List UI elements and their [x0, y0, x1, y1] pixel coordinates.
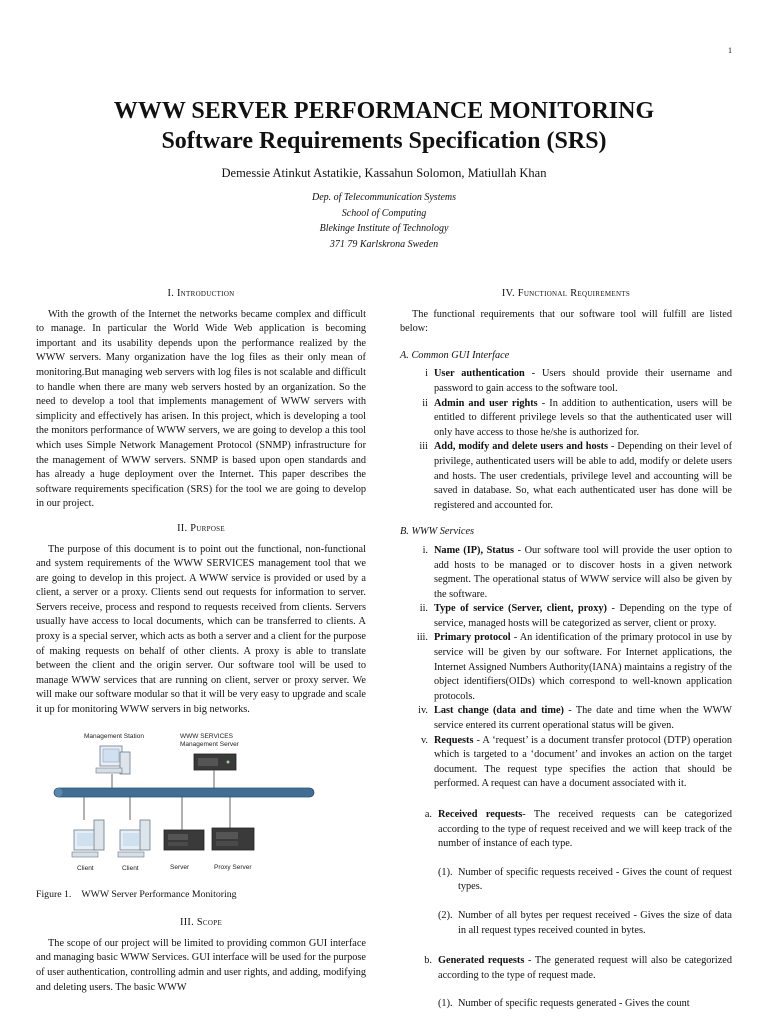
affiliation: [0, 190, 768, 252]
requirement-term: Admin and user rights: [434, 397, 538, 409]
list-marker: i: [425, 368, 428, 380]
requirement-term: User authentication: [434, 368, 525, 380]
title-line-1: WWW SERVER PERFORMANCE MONITORING: [113, 98, 655, 124]
list-item: [400, 544, 732, 602]
scope-paragraph: The scope of our project will be limited to providing common GUI interface and managing basic WWW Services. GUI interface will be used for the purpose of user authentication, controlling admin and user rights, and adding, modifying and deleting users. The basic WWW: [36, 937, 366, 993]
sub-sub-item: [400, 866, 732, 895]
sub-item-generated-requests: [400, 954, 732, 983]
list-marker: b.: [424, 955, 432, 967]
client-label: Client: [122, 864, 139, 872]
list-marker: i.: [422, 544, 428, 556]
sub-item-received-requests: [400, 808, 732, 852]
list-item: [400, 440, 732, 513]
list-item: [400, 631, 732, 704]
requirement-text: - Depending on the type of service, managed hosts will be categorized as server, client or proxy.: [434, 603, 732, 629]
requirement-term: Requests: [434, 734, 474, 746]
list-marker: ii.: [419, 603, 428, 615]
requirement-text: Number of specific requests received - Gives the count of request types.: [458, 866, 732, 893]
list-marker: (1).: [438, 866, 453, 878]
purpose-paragraph: The purpose of this document is to point out the functional, non-functional and system requirements of the WWW SERVICES management tool that we are going to develop in this project. A WWW service is provided or used by a client, a server or a proxy. Clients send out requests for information to server. Servers receive, process and respond to requests received from clients. Servers usually have access to local documents, which can be transferred to clients. A proxy is a special server, which acts as both a server and a client for the purpose of making requests on behalf of other clients. A proxy is able to translate between the client and the origin server. Our software tool will be used to manage WWW services that are running on client, server or proxy server. We will make our software modular so that it will be very easy to upgrade and scale it up for monitoring WWW servers in big networks.: [36, 543, 366, 716]
client-computer-icon: [72, 820, 104, 857]
list-item: [400, 704, 732, 733]
list-marker: (2).: [438, 909, 453, 921]
list-item: [400, 602, 732, 631]
list-marker: iii: [419, 441, 428, 453]
network-diagram: [44, 730, 344, 880]
requirement-text: - An identification of the primary protocol in use by service will be given by our software. For Internet applications, the Internet Assigned Numbers Authority(IANA) maintains a registry of the object identifiers(OIDs) which correspond to well-known application protocols.: [434, 632, 732, 702]
section-heading-scope: III. Scope: [179, 917, 223, 929]
title-line-2: Software Requirements Specification (SRS): [161, 128, 607, 154]
management-server-label-1: WWW SERVICES: [180, 732, 233, 740]
affiliation-line: 371 79 Karlskrona Sweden: [329, 238, 439, 250]
authors: Demessie Atinkut Astatikie, Kassahun Solomon, Matiullah Khan: [221, 166, 547, 180]
list-item: [400, 397, 732, 441]
functional-requirements-intro: The functional requirements that our software tool will fulfill are listed below:: [400, 308, 732, 335]
list-item: [400, 734, 732, 792]
requirement-term: Type of service (Server, client, proxy): [434, 603, 607, 615]
subsection-heading-common-gui: A. Common GUI Interface: [400, 349, 510, 361]
requirement-term: Name (IP), Status: [434, 544, 515, 556]
sub-sub-item: [400, 997, 732, 1012]
list-item: [400, 367, 732, 396]
requirement-text: - The date and time when the WWW service entered its current operational status will be given.: [434, 705, 732, 732]
management-station-computer-icon: [96, 746, 130, 774]
affiliation-line: Blekinge Institute of Technology: [319, 223, 449, 234]
requirement-text: - The generated request will also be categorized according to the type of request made.: [438, 955, 732, 981]
proxy-server-label: Proxy Server: [214, 863, 252, 871]
gui-requirements-list: [400, 367, 732, 513]
figure-caption-label: Figure 1.: [36, 888, 72, 900]
requirement-text: Number of specific requests generated - Gives the count: [458, 998, 690, 1010]
section-heading-purpose: II. Purpose: [177, 522, 225, 534]
requirement-text: - Users should provide their username and password to gain access to the software tool.: [434, 368, 732, 394]
list-marker: a.: [424, 809, 432, 820]
management-server-icon: [194, 754, 236, 770]
list-marker: (1).: [438, 998, 453, 1010]
figure-caption: [36, 888, 366, 903]
list-marker: iii.: [416, 632, 428, 644]
requirement-term: Primary protocol: [434, 632, 511, 644]
left-column: [36, 287, 366, 995]
list-marker: v.: [420, 734, 428, 746]
section-heading-functional-requirements: IV. Functional Requirements: [501, 288, 631, 299]
right-column: [400, 287, 732, 1012]
section-heading-introduction: I. Introduction: [167, 288, 235, 299]
management-server-label-2: Management Server: [180, 740, 239, 748]
requirement-text: - In addition to authentication, users will be entitled to different privilege levels so that the authenticated user will only have access to those he/she is authorized for.: [434, 397, 732, 438]
sub-sub-item: [400, 909, 732, 938]
requirement-term: Generated requests: [438, 955, 525, 967]
affiliation-line: Dep. of Telecommunication Systems: [311, 192, 457, 203]
server-icon: [164, 830, 204, 850]
client-label: Client: [77, 864, 94, 872]
affiliation-line: School of Computing: [341, 207, 427, 219]
list-marker: iv.: [418, 705, 428, 717]
requirement-text: - The received requests can be categorized according to the type of request received and we will keep track of the number of instance of each type.: [438, 809, 732, 850]
www-requirements-list: [400, 544, 732, 792]
server-label: Server: [170, 863, 190, 871]
subsection-heading-www-services: B. WWW Services: [400, 526, 475, 538]
client-computer-icon: [118, 820, 150, 857]
requirement-term: Add, modify and delete users and hosts: [434, 441, 609, 453]
introduction-paragraph: With the growth of the Internet the networks became complex and difficult to manage. In particular the World Wide Web application is becoming important and its usability depends upon the performance realized by the WWW servers. Many organization have the log files as their only mean of monitoring.But managing web servers with log files is not scalable and difficult to handle when there are many web servers hosted by an organization. So the need to develop a tool that implements management of WWW servers with simplicity and effectively has arisen. In this project, which is developing a tool the monitors performance of WWW servers, we are going to develop a this tool which uses Simple Network Management Protocol (SNMP) infrastructure for the management of WWW servers. SNMP is based upon open standards and has already a huge deployment over the Internet. This paper describes the software requirements specification (SRS) for the tool we are going to develop in our project.: [36, 308, 366, 510]
management-station-label: Management Station: [84, 732, 144, 740]
requirement-text: - A ‘request’ is a document transfer protocol (DTP) operation which is targeted to a ‘document’ and invokes an action on the target document. The request type specifies the action that should be performed. A request can have a document associated with it.: [434, 734, 732, 790]
list-marker: ii: [422, 397, 428, 409]
requirement-text: Number of all bytes per request received - Gives the size of data in all request types received counted in bytes.: [458, 909, 732, 936]
requirement-text: - Our software tool will provide the user option to add hosts to be managed or to discover hosts in a given network segment. The operational status of WWW service will also be given by the software.: [434, 544, 733, 600]
requirement-term: Last change (data and time): [434, 705, 564, 717]
figure-caption-text: WWW Server Performance Monitoring: [81, 888, 237, 900]
requirement-term: Received requests: [438, 809, 523, 820]
proxy-server-icon: [212, 828, 254, 850]
requirement-text: - Depending on their level of privilege, authenticated users will be able to add, modify or delete users and hosts. The user credentials, privilege level and accounting will be saved in database. So, what each authenticated user has done will be registered and accounted for.: [434, 441, 732, 511]
network-diagram-figure: [44, 730, 344, 880]
network-bus: [54, 788, 314, 797]
paper-title: [0, 96, 768, 156]
page-number: 1: [728, 46, 732, 55]
